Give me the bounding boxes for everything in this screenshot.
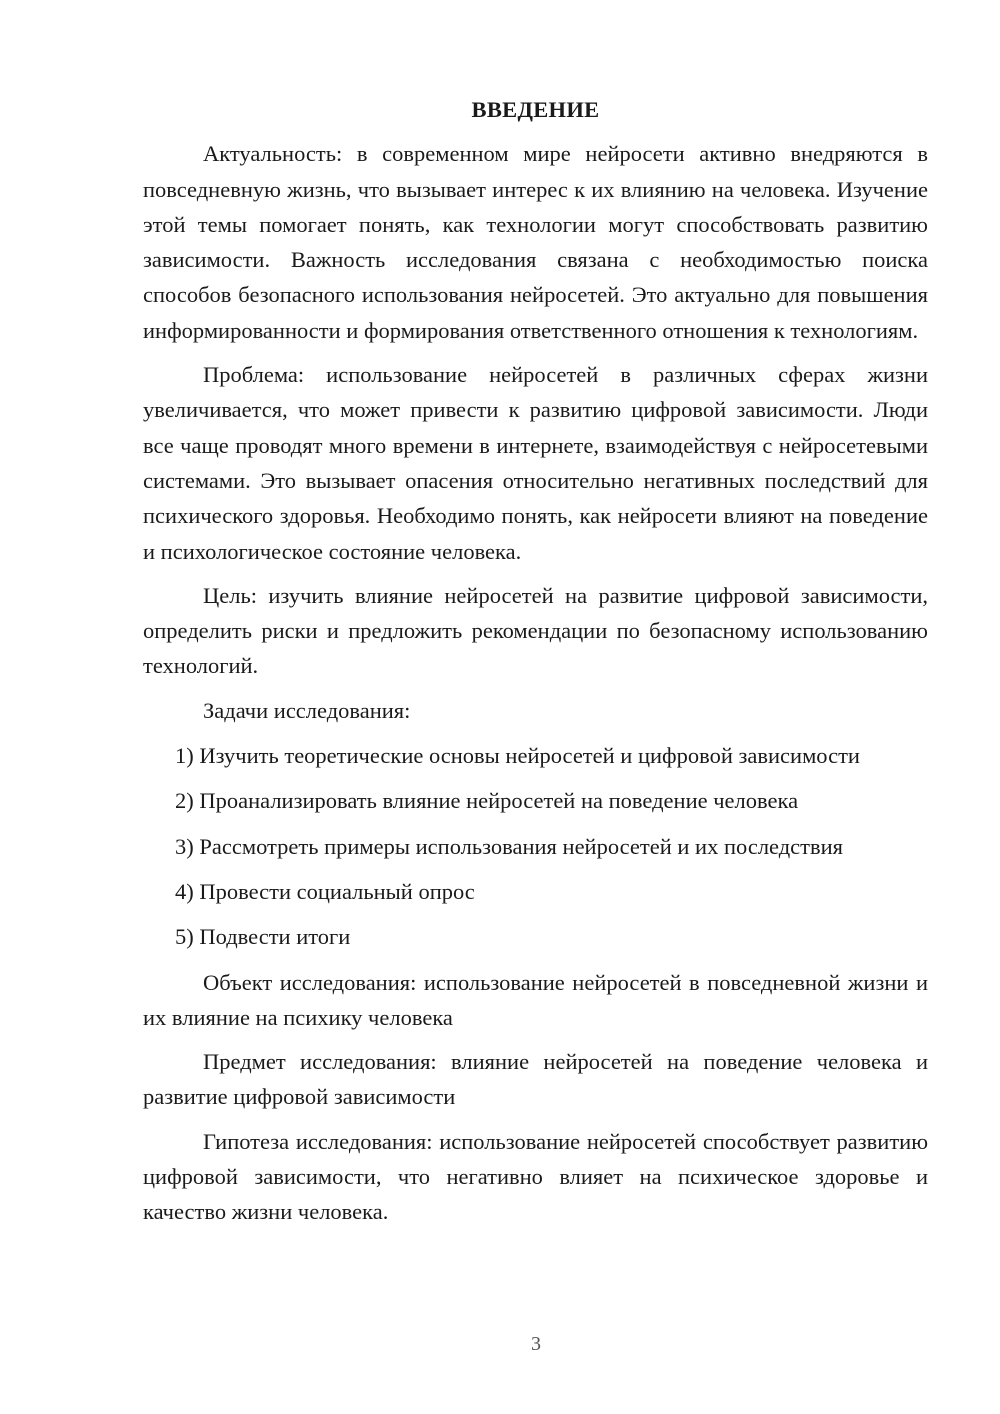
- object-paragraph: Объект исследования: использование нейросетей в повседневной жизни и их влияние на психику человека: [143, 969, 928, 1030]
- problem-paragraph: Проблема: использование нейросетей в различных сферах жизни увеличивается, что может привести к развитию цифровой зависимости. Люди все чаще проводят много времени в интернете, взаимодействуя с нейросетевыми системами. Это вызывает опасения относительно негативных последствий для психического здоровья. Необходимо понять, как нейросети влияют на поведение и психологическое состояние человека.: [143, 362, 928, 564]
- task-item: 3) Рассмотреть примеры использования нейросетей и их последствия: [175, 833, 844, 859]
- hypothesis-paragraph: Гипотеза исследования: использование нейросетей способствует развитию цифровой зависимости, что негативно влияет на психическое здоровье и качество жизни человека.: [143, 1128, 928, 1225]
- tasks-list: [143, 738, 928, 954]
- subject-paragraph: Предмет исследования: влияние нейросетей на поведение человека и развитие цифровой зависимости: [143, 1049, 928, 1110]
- page-content: [143, 92, 928, 1239]
- tasks-heading: Задачи исследования:: [203, 697, 411, 723]
- task-item: 2) Проанализировать влияние нейросетей на поведение человека: [175, 788, 799, 814]
- relevance-paragraph: Актуальность: в современном мире нейросети активно внедряются в повседневную жизнь, что вызывает интерес к их влиянию на человека. Изучение этой темы помогает понять, как технологии могут способствовать развитию зависимости. Важность исследования связана с необходимостью поиска способов безопасного использования нейросетей. Это актуально для повышения информированности и формирования ответственного отношения к технологиям.: [143, 141, 928, 343]
- section-title: ВВЕДЕНИЕ: [471, 97, 600, 122]
- goal-paragraph: Цель: изучить влияние нейросетей на развитие цифровой зависимости, определить риски и предложить рекомендации по безопасному использованию технологий.: [143, 582, 928, 679]
- task-item: 5) Подвести итоги: [175, 924, 351, 950]
- page-number: 3: [531, 1333, 541, 1355]
- task-item: 1) Изучить теоретические основы нейросетей и цифровой зависимости: [175, 743, 860, 769]
- task-item: 4) Провести социальный опрос: [175, 878, 475, 904]
